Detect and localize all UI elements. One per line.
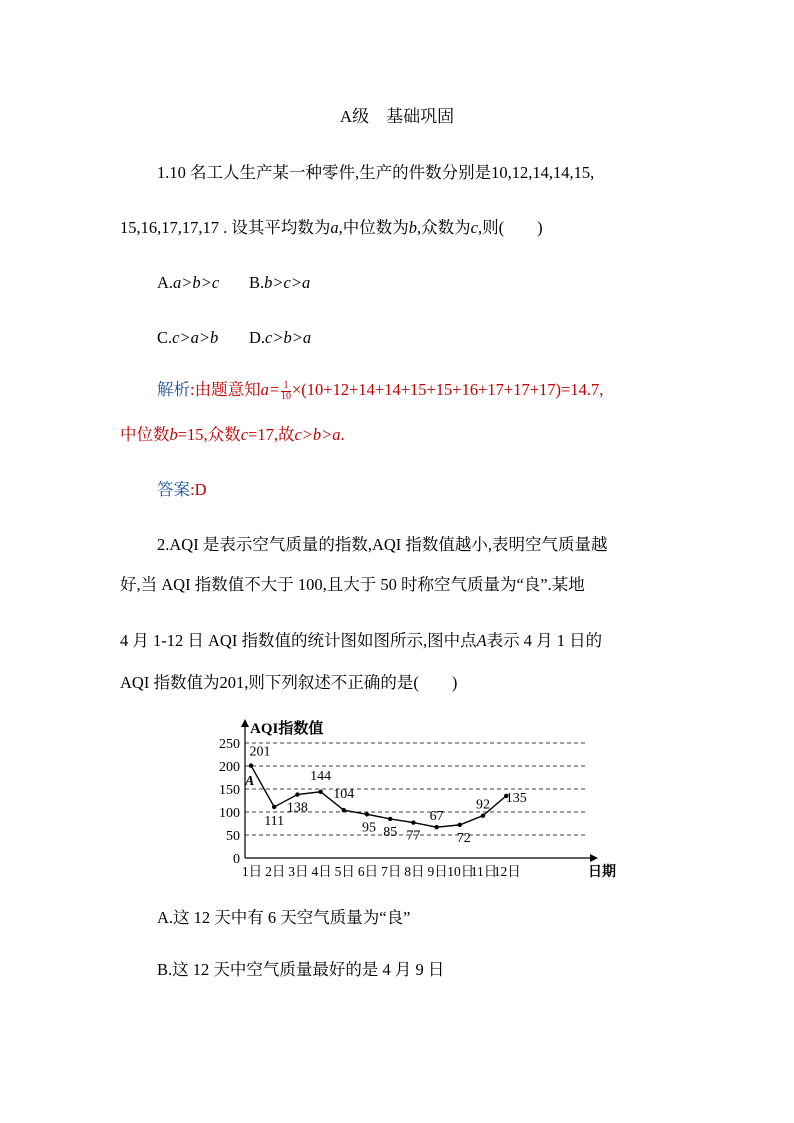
data-label: 144 [310, 768, 332, 784]
data-point [411, 820, 415, 824]
data-label: 77 [406, 828, 421, 844]
section-title: A级 基础巩固 [339, 107, 455, 126]
q1-stem-line2: 15,16,17,17,17 . 设其平均数为a,中位数为b,众数为c,则( ) [120, 218, 543, 237]
data-point [295, 792, 299, 796]
data-point [365, 812, 369, 816]
data-labels [250, 745, 527, 846]
q2-option-b: B.这 12 天中空气质量最好的是 4 月 9 日 [157, 960, 445, 979]
data-label: 135 [505, 790, 527, 806]
data-label: 67 [429, 809, 444, 825]
x-tick-label: 5日 [334, 864, 355, 879]
data-label: 72 [456, 830, 471, 846]
data-point [481, 813, 485, 817]
y-axis-label: AQI指数值 [250, 721, 324, 737]
q1-option-d: D.c>b>a [249, 328, 312, 347]
x-tick-label: 4日 [311, 864, 332, 879]
data-point [458, 823, 462, 827]
fraction: $\frac{1}{10}$ [280, 379, 291, 402]
x-tick-label: 8日 [404, 864, 425, 879]
x-tick-label: 3日 [288, 864, 309, 879]
y-tick-label: 100 [219, 806, 240, 821]
data-point [318, 790, 322, 794]
series-line [251, 766, 506, 828]
y-tick-label: 50 [226, 829, 240, 844]
x-tick-label: 6日 [357, 864, 379, 879]
data-label: 104 [333, 787, 355, 803]
x-tick-label: 7日 [381, 864, 402, 879]
series-line-group [249, 763, 509, 829]
y-tick-label: 150 [219, 783, 240, 798]
data-label: 92 [476, 797, 490, 813]
q2-stem-line1: 2.AQI 是表示空气质量的指数,AQI 指数值越小,表明空气质量越 [157, 535, 608, 554]
x-tick-label: 9日 [427, 864, 448, 879]
data-point [342, 808, 346, 812]
x-axis-label: 日期 [588, 865, 616, 880]
data-label: 138 [286, 800, 308, 816]
data-point [434, 825, 438, 829]
y-tick-label: 0 [233, 852, 240, 867]
q2-stem-line3: 4 月 1-12 日 AQI 指数值的统计图如图所示,图中点A表示 4 月 1 日的 [120, 631, 603, 650]
x-tick-label: 10日 [447, 864, 475, 879]
y-tick-label: 250 [219, 737, 240, 752]
data-point [388, 817, 392, 821]
q2-stem-line2: 好,当 AQI 指数值不大于 100,且大于 50 时称空气质量为“良”.某地 [120, 575, 585, 594]
q1-stem-line1: 1.10 名工人生产某一种零件,生产的件数分别是10,12,14,14,15, [157, 163, 595, 182]
q1-option-c: C.c>a>b [157, 328, 219, 347]
q1-analysis-line1: 解析:由题意知a= $\frac{1}{10}$ ×(10+12+14+14+15+15+16+17+17+17)=14.7, [157, 379, 604, 402]
y-tick-label: 200 [219, 760, 240, 775]
data-point [272, 805, 276, 809]
x-tick-label: 11日 [470, 864, 498, 879]
x-tick-label: 12日 [493, 864, 521, 879]
q1-option-a: A.a>b>c [157, 273, 220, 292]
q1-analysis-line2: 中位数b=15,众数c=17,故c>b>a. [120, 425, 345, 444]
data-label: 201 [249, 744, 271, 760]
data-label: 95 [362, 820, 376, 836]
q2-option-a: A.这 12 天中有 6 天空气质量为“良” [157, 908, 411, 927]
point-a-annotation: A [245, 774, 255, 789]
data-label: 85 [383, 824, 398, 840]
data-point [249, 763, 253, 767]
x-tick-label: 1日 [241, 864, 263, 879]
q2-stem-line4: AQI 指数值为201,则下列叙述不正确的是( ) [120, 673, 458, 692]
data-label: 111 [264, 813, 285, 829]
q1-answer: 答案:D [157, 480, 207, 499]
x-tick-label: 2日 [265, 864, 286, 879]
y-axis-arrow [241, 719, 249, 727]
x-axis-arrow [590, 854, 598, 862]
q1-option-b: B.b>c>a [249, 273, 311, 292]
